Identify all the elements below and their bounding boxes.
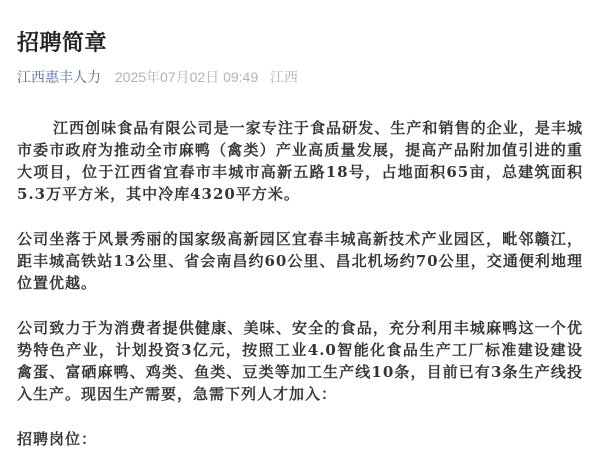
article-paragraph-positions-heading: 招聘岗位： — [17, 430, 98, 448]
account-name-link[interactable]: 江西惠丰人力 — [17, 69, 101, 85]
article-paragraph-company-intro: 江西创味食品有限公司是一家专注于食品研发、生产和销售的企业，是丰城市委市政府为推动全市麻鸭（禽类）产业高质量发展，提高产品附加值引进的重大项目，位于江西省宜春市丰城市高新五路18号，占地面积65亩，总建筑面积5.3万平方米，其中冷库4320平方米。 — [17, 119, 583, 203]
publish-location: 江西 — [270, 69, 298, 85]
article-body — [17, 117, 583, 450]
article-title: 招聘简章 — [17, 30, 108, 55]
article-paragraph-business: 公司致力于为消费者提供健康、美味、安全的食品，充分利用丰城麻鸭这一个优势特色产业，计划投资3亿元，按照工业4.0智能化食品生产工厂标准建设建设禽蛋、富硒麻鸭、鸡类、鱼类、豆类等加工生产线10条，目前已有3条生产线投入生产。现因生产需要，急需下列人才加入： — [17, 319, 583, 403]
article-meta — [17, 67, 583, 87]
publish-date: 2025年07月02日 09:49 — [114, 69, 259, 85]
article-paragraph-location: 公司坐落于风景秀丽的国家级高新园区宜春丰城高新技术产业园区，毗邻赣江，距丰城高铁站13公里、省会南昌约60公里、昌北机场约70公里，交通便利地理位置优越。 — [17, 230, 583, 292]
